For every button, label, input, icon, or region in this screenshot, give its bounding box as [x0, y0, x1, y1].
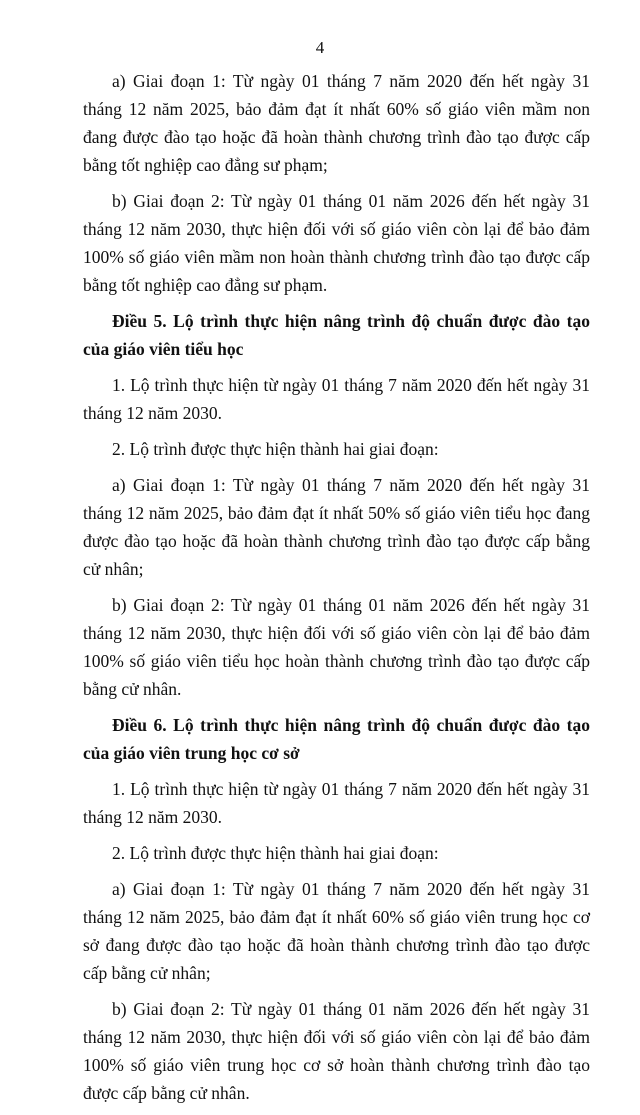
paragraph-dieu6-clause2: 2. Lộ trình được thực hiện thành hai giai đoạn:: [112, 843, 439, 863]
article-heading-dieu-6: Điều 6. Lộ trình thực hiện nâng trình độ chuẩn được đào tạo của giáo viên trung học cơ sở: [83, 715, 590, 763]
paragraph-dieu6-phase2: b) Giai đoạn 2: Từ ngày 01 tháng 01 năm 2026 đến hết ngày 31 tháng 12 năm 2030, thực hiện đối với số giáo viên còn lại để bảo đảm 100% số giáo viên trung học cơ sở hoàn thành chương trình đào tạo được cấp bằng cử nhân.: [83, 999, 590, 1103]
paragraph-dieu5-clause1: 1. Lộ trình thực hiện từ ngày 01 tháng 7 năm 2020 đến hết ngày 31 tháng 12 năm 2030.: [83, 375, 590, 423]
paragraph-dieu4-phase1: a) Giai đoạn 1: Từ ngày 01 tháng 7 năm 2020 đến hết ngày 31 tháng 12 năm 2025, bảo đảm đạt ít nhất 60% số giáo viên mầm non đang được đào tạo hoặc đã hoàn thành chương trình đào tạo được cấp bằng tốt nghiệp cao đẳng sư phạm;: [83, 71, 590, 175]
paragraph-dieu5-phase1: a) Giai đoạn 1: Từ ngày 01 tháng 7 năm 2020 đến hết ngày 31 tháng 12 năm 2025, bảo đảm đạt ít nhất 50% số giáo viên tiểu học đang được đào tạo hoặc đã hoàn thành chương trình đào tạo được cấp bằng cử nhân;: [83, 475, 590, 579]
paragraph-dieu6-clause1: 1. Lộ trình thực hiện từ ngày 01 tháng 7 năm 2020 đến hết ngày 31 tháng 12 năm 2030.: [83, 779, 590, 827]
document-body: [83, 67, 590, 1115]
page-number: 4: [315, 38, 325, 57]
paragraph-dieu6-phase1: a) Giai đoạn 1: Từ ngày 01 tháng 7 năm 2020 đến hết ngày 31 tháng 12 năm 2025, bảo đảm đạt ít nhất 60% số giáo viên trung học cơ sở đang được đào tạo hoặc đã hoàn thành chương trình đào tạo được cấp bằng cử nhân;: [83, 879, 590, 983]
paragraph-dieu5-clause2: 2. Lộ trình được thực hiện thành hai giai đoạn:: [112, 439, 439, 459]
paragraph-dieu5-phase2: b) Giai đoạn 2: Từ ngày 01 tháng 01 năm 2026 đến hết ngày 31 tháng 12 năm 2030, thực hiện đối với số giáo viên còn lại để bảo đảm 100% số giáo viên tiểu học hoàn thành chương trình đào tạo được cấp bằng cử nhân.: [83, 595, 590, 699]
article-heading-dieu-5: Điều 5. Lộ trình thực hiện nâng trình độ chuẩn được đào tạo của giáo viên tiểu học: [83, 311, 590, 359]
paragraph-dieu4-phase2: b) Giai đoạn 2: Từ ngày 01 tháng 01 năm 2026 đến hết ngày 31 tháng 12 năm 2030, thực hiện đối với số giáo viên còn lại để bảo đảm 100% số giáo viên mầm non hoàn thành chương trình đào tạo được cấp bằng tốt nghiệp cao đẳng sư phạm.: [83, 191, 590, 295]
